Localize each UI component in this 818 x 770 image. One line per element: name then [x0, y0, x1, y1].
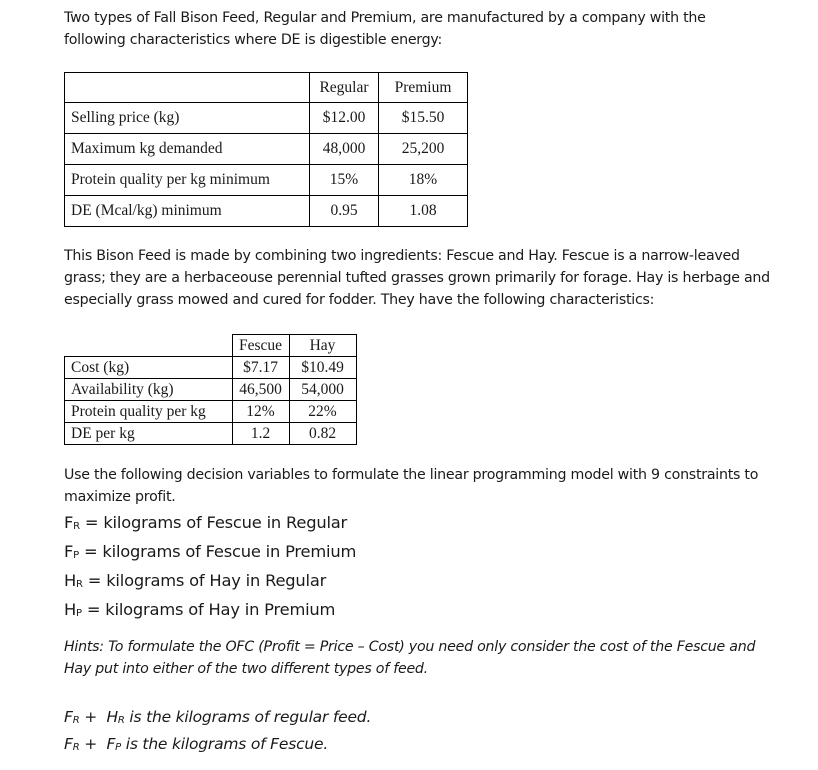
row-label: Protein quality per kg minimum — [65, 165, 310, 196]
premium-value: 1.08 — [379, 196, 468, 227]
table-row — [65, 134, 468, 165]
fescue-value: 12% — [232, 401, 289, 423]
row-label: Selling price (kg) — [65, 103, 310, 134]
note-line: FR + HR is the kilograms of regular feed. — [64, 708, 372, 726]
table-row — [65, 165, 468, 196]
table-row — [65, 196, 468, 227]
hay-value: $10.49 — [289, 357, 356, 379]
table-row — [65, 103, 468, 134]
row-label: Cost (kg) — [65, 357, 233, 379]
fescue-value: 1.2 — [232, 423, 289, 445]
premium-value: $15.50 — [379, 103, 468, 134]
hints-line: Hay put into either of the two different types of feed. — [64, 661, 428, 677]
header-hay: Hay — [289, 335, 356, 357]
decision-variables — [64, 510, 356, 626]
variable-definition: HP = kilograms of Hay in Premium — [64, 600, 336, 619]
variable-definition: FR = kilograms of Fescue in Regular — [64, 513, 348, 532]
row-label: DE per kg — [65, 423, 233, 445]
ingredients-paragraph — [64, 245, 770, 311]
row-label: Maximum kg demanded — [65, 134, 310, 165]
notes — [64, 705, 371, 759]
header-regular: Regular — [310, 73, 379, 103]
intro-paragraph — [64, 7, 706, 51]
ingredients-line: especially grass mowed and cured for fodder. They have the following characteristics: — [64, 292, 655, 308]
header-fescue: Fescue — [232, 335, 289, 357]
task-line: Use the following decision variables to formulate the linear programming model with 9 constraints to — [64, 467, 759, 483]
variable-definition: HR = kilograms of Hay in Regular — [64, 571, 327, 590]
ingredients-line: grass; they are a herbaceouse perennial tufted grasses grown primarily for forage. Hay is herbage and — [64, 270, 770, 286]
ingredient-characteristics-table — [64, 334, 357, 445]
variable-definition: FP = kilograms of Fescue in Premium — [64, 542, 357, 561]
regular-value: 15% — [310, 165, 379, 196]
hay-value: 22% — [289, 401, 356, 423]
row-label: DE (Mcal/kg) minimum — [65, 196, 310, 227]
intro-line: following characteristics where DE is digestible energy: — [64, 32, 443, 48]
table-row — [65, 401, 357, 423]
hints-paragraph — [64, 636, 755, 680]
header-premium: Premium — [379, 73, 468, 103]
feed-characteristics-table — [64, 72, 468, 227]
task-line: maximize profit. — [64, 489, 176, 505]
ingredients-line: This Bison Feed is made by combining two ingredients: Fescue and Hay. Fescue is a narrow-leaved — [64, 248, 740, 264]
fescue-value: 46,500 — [232, 379, 289, 401]
row-label: Availability (kg) — [65, 379, 233, 401]
table-row — [65, 379, 357, 401]
regular-value: 0.95 — [310, 196, 379, 227]
premium-value: 18% — [379, 165, 468, 196]
hints-line: Hints: To formulate the OFC (Profit = Price – Cost) you need only consider the cost of the Fescue and — [64, 639, 756, 655]
intro-line: Two types of Fall Bison Feed, Regular and Premium, are manufactured by a company with the — [64, 10, 706, 26]
hay-value: 0.82 — [289, 423, 356, 445]
regular-value: 48,000 — [310, 134, 379, 165]
task-paragraph — [64, 464, 758, 508]
note-line: FR + FP is the kilograms of Fescue. — [64, 735, 329, 753]
table-row — [65, 357, 357, 379]
fescue-value: $7.17 — [232, 357, 289, 379]
row-label: Protein quality per kg — [65, 401, 233, 423]
premium-value: 25,200 — [379, 134, 468, 165]
table-row — [65, 423, 357, 445]
regular-value: $12.00 — [310, 103, 379, 134]
hay-value: 54,000 — [289, 379, 356, 401]
